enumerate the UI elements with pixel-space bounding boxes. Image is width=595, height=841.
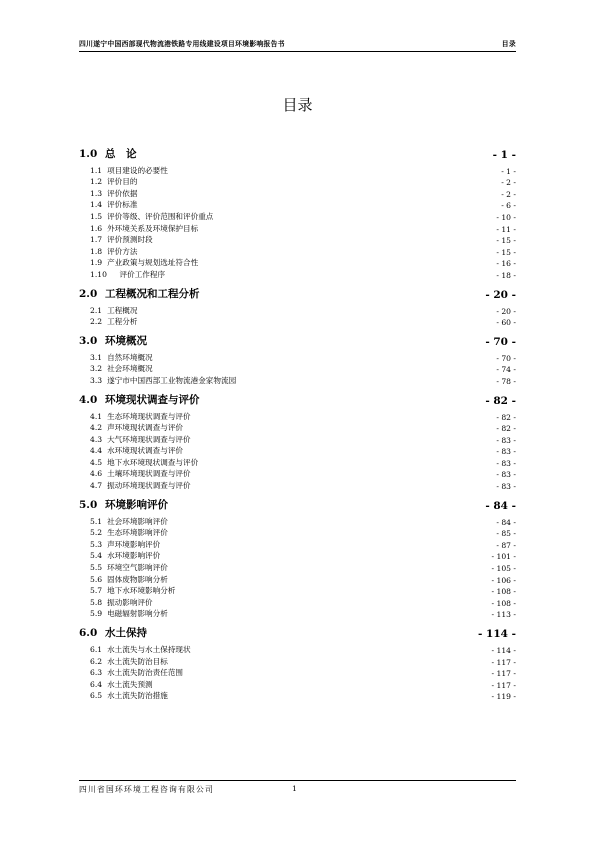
toc-section-page: - 82 -: [485, 394, 516, 407]
toc-subsection-number: 1.2: [90, 177, 103, 187]
toc-subsection-number: 6.5: [90, 691, 103, 701]
header-section-name: 目录: [501, 40, 516, 48]
toc-subsection-number: 1.7: [90, 235, 103, 245]
toc-subsection-page: - 1 -: [501, 166, 516, 176]
toc-subsection-label: 社会环境影响评价: [107, 516, 168, 526]
toc-subsection-entry[interactable]: [79, 468, 516, 480]
toc-subsection-label: 生态环境影响评价: [107, 528, 168, 538]
toc-subsection-entry[interactable]: [79, 573, 516, 585]
toc-subsection-label: 生态环境现状调查与评价: [107, 411, 191, 421]
toc-subsection-entry[interactable]: [79, 538, 516, 550]
toc-subsection-number: 1.10: [90, 269, 107, 279]
toc-subsection-entry[interactable]: [79, 585, 516, 597]
toc-section-number: 5.0: [79, 499, 98, 512]
toc-section-label: 总 论: [105, 148, 137, 160]
toc-subsection-page: - 117 -: [491, 669, 516, 679]
toc-subsection-page: - 85 -: [496, 529, 516, 539]
toc-subsection-page: - 15 -: [496, 236, 516, 246]
running-header: [79, 38, 516, 52]
toc-subsection-page: - 60 -: [496, 318, 516, 328]
toc-subsection-page: - 78 -: [496, 376, 516, 386]
toc-subsection-entry[interactable]: [79, 643, 516, 655]
toc-subsection-entry[interactable]: [79, 667, 516, 679]
toc-subsection-label: 项目建设的必要性: [107, 165, 168, 175]
toc-section-page: - 84 -: [485, 500, 516, 513]
toc-subsection-number: 5.7: [90, 586, 103, 596]
toc-subsection-label: 水土流失预测: [107, 679, 153, 689]
toc-subsection-page: - 119 -: [491, 692, 516, 702]
toc-subsection-number: 5.9: [90, 609, 103, 619]
table-of-contents: [79, 140, 516, 701]
toc-subsection-label: 声环境现状调查与评价: [107, 423, 184, 433]
toc-subsection-entry[interactable]: [79, 608, 516, 620]
toc-subsection-entry[interactable]: [79, 655, 516, 667]
toc-subsection-entry[interactable]: [79, 234, 516, 246]
toc-subsection-number: 5.4: [90, 551, 103, 561]
toc-section-number: 2.0: [79, 287, 98, 300]
header-document-title: 四川遂宁中国西部现代物流港铁路专用线建设项目环境影响报告书: [79, 40, 285, 48]
toc-subsection-label: 土壤环境现状调查与评价: [107, 469, 191, 479]
toc-subsection-entry[interactable]: [79, 561, 516, 573]
toc-subsection-page: - 83 -: [496, 470, 516, 480]
toc-subsection-page: - 117 -: [491, 657, 516, 667]
toc-section-number: 3.0: [79, 335, 98, 348]
toc-section-number: 4.0: [79, 393, 98, 406]
toc-subsection-page: - 114 -: [491, 646, 516, 655]
toc-subsection-entry[interactable]: [79, 550, 516, 562]
toc-subsection-page: - 70 -: [496, 353, 516, 363]
toc-subsection-entry[interactable]: [79, 199, 516, 211]
toc-subsection-number: 4.7: [90, 481, 103, 491]
toc-subsection-label: 振动环境现状调查与评价: [107, 481, 191, 491]
toc-section-entry[interactable]: [79, 146, 516, 161]
toc-subsection-page: - 108 -: [491, 587, 516, 597]
toc-section-label: 环境概况: [105, 335, 147, 348]
toc-subsection-number: 1.6: [90, 223, 103, 233]
toc-subsection-number: 6.3: [90, 668, 103, 678]
toc-subsection-page: - 83 -: [496, 435, 516, 445]
running-footer: [79, 780, 516, 795]
toc-subsection-page: - 11 -: [496, 224, 516, 234]
toc-subsection-label: 评价依据: [107, 188, 138, 198]
toc-subsection-entry[interactable]: [79, 187, 516, 199]
toc-subsection-label: 环境空气影响评价: [107, 563, 168, 573]
toc-subsection-entry[interactable]: [79, 456, 516, 468]
toc-subsection-label: 水土流失防治目标: [107, 656, 168, 666]
toc-subsection-number: 6.2: [90, 656, 103, 666]
toc-subsection-label: 水土流失防治措施: [107, 691, 168, 701]
toc-subsection-label: 评价工作程序: [111, 269, 166, 279]
toc-section-label: 环境影响评价: [105, 499, 168, 512]
page-title: 目录: [282, 96, 313, 114]
toc-subsection-label: 声环境影响评价: [107, 539, 161, 549]
toc-subsection-number: 5.2: [90, 528, 103, 538]
toc-subsection-entry[interactable]: [79, 527, 516, 539]
toc-subsection-number: 4.4: [90, 446, 103, 456]
toc-section-label: 水土保持: [105, 627, 147, 640]
toc-subsection-entry[interactable]: [79, 690, 516, 702]
toc-subsection-label: 评价目的: [107, 177, 138, 187]
toc-subsection-number: 1.1: [90, 165, 103, 175]
toc-subsection-label: 振动影响评价: [107, 597, 153, 607]
toc-section-number: 1.0: [79, 148, 98, 160]
toc-subsection-number: 6.1: [90, 645, 103, 654]
toc-subsection-number: 4.5: [90, 457, 103, 467]
toc-subsection-page: - 82 -: [496, 412, 516, 422]
toc-subsection-label: 大气环境现状调查与评价: [107, 434, 191, 444]
toc-section-entry[interactable]: [79, 625, 516, 640]
toc-subsection-label: 自然环境概况: [107, 352, 153, 362]
toc-subsection-entry[interactable]: [79, 596, 516, 608]
toc-section-entry[interactable]: [79, 497, 516, 512]
toc-subsection-number: 4.6: [90, 469, 103, 479]
toc-subsection-entry[interactable]: [79, 479, 516, 491]
toc-subsection-page: - 113 -: [491, 610, 516, 620]
toc-subsection-page: - 20 -: [496, 306, 516, 316]
toc-subsection-entry[interactable]: [79, 678, 516, 690]
toc-subsection-number: 4.2: [90, 423, 103, 433]
toc-section-label: 环境现状调查与评价: [105, 393, 200, 406]
toc-subsection-page: - 106 -: [491, 575, 516, 585]
toc-subsection-page: - 18 -: [496, 270, 516, 280]
toc-section-entry[interactable]: [79, 392, 516, 407]
toc-subsection-page: - 87 -: [496, 540, 516, 550]
toc-subsection-entry[interactable]: [79, 257, 516, 269]
toc-subsection-label: 地下水环境现状调查与评价: [107, 457, 199, 467]
toc-section-number: 6.0: [79, 627, 98, 640]
toc-subsection-page: - 2 -: [501, 178, 516, 188]
toc-subsection-entry[interactable]: [79, 164, 516, 176]
toc-subsection-label: 电磁辐射影响分析: [107, 609, 168, 619]
toc-subsection-entry[interactable]: [79, 245, 516, 257]
toc-subsection-label: 地下水环境影响分析: [107, 586, 176, 596]
toc-subsection-label: 水土流失防治责任范围: [107, 668, 184, 678]
toc-subsection-label: 水环境影响评价: [107, 551, 161, 561]
toc-subsection-entry[interactable]: [79, 176, 516, 188]
toc-subsection-entry[interactable]: [79, 316, 516, 328]
toc-subsection-entry[interactable]: [79, 374, 516, 386]
toc-subsection-entry[interactable]: [79, 422, 516, 434]
toc-subsection-page: - 2 -: [501, 189, 516, 199]
toc-subsection-entry[interactable]: [79, 351, 516, 363]
footer-page-number: 1: [292, 784, 297, 793]
toc-subsection-label: 外环境关系及环境保护目标: [107, 223, 199, 233]
toc-subsection-entry[interactable]: [79, 210, 516, 222]
toc-subsection-page: - 15 -: [496, 247, 516, 257]
toc-subsection-page: - 84 -: [496, 517, 516, 527]
toc-subsection-label: 固体废物影响分析: [107, 574, 168, 584]
toc-subsection-number: 6.4: [90, 679, 103, 689]
toc-subsection-entry[interactable]: [79, 445, 516, 457]
toc-subsection-entry[interactable]: [79, 222, 516, 234]
toc-section-page: - 114 -: [478, 628, 516, 641]
toc-subsection-label: 评价方法: [107, 246, 138, 256]
toc-subsection-number: 3.1: [90, 352, 103, 362]
toc-subsection-entry[interactable]: [79, 268, 516, 280]
toc-subsection-label: 工程分析: [107, 317, 138, 327]
toc-subsection-entry[interactable]: [79, 410, 516, 422]
toc-subsection-page: - 83 -: [496, 447, 516, 457]
toc-subsection-number: 1.8: [90, 246, 103, 256]
toc-subsection-number: 5.1: [90, 516, 103, 526]
toc-subsection-page: - 10 -: [496, 212, 516, 222]
toc-section-page: - 1 -: [492, 149, 516, 161]
toc-subsection-page: - 101 -: [491, 552, 516, 562]
toc-section-entry[interactable]: [79, 286, 516, 301]
toc-subsection-label: 工程概况: [107, 305, 138, 315]
toc-subsection-number: 5.3: [90, 539, 103, 549]
toc-subsection-number: 5.8: [90, 597, 103, 607]
toc-subsection-number: 1.3: [90, 188, 103, 198]
toc-subsection-entry[interactable]: [79, 433, 516, 445]
toc-subsection-number: 5.6: [90, 574, 103, 584]
toc-subsection-label: 水土流失与水土保持现状: [107, 645, 191, 654]
toc-section-page: - 70 -: [485, 336, 516, 349]
toc-section-entry[interactable]: [79, 333, 516, 348]
toc-subsection-page: - 16 -: [496, 259, 516, 269]
toc-section-label: 工程概况和工程分析: [105, 287, 200, 300]
toc-subsection-number: 2.2: [90, 317, 103, 327]
toc-subsection-number: 3.2: [90, 364, 103, 374]
toc-subsection-page: - 83 -: [496, 458, 516, 468]
toc-subsection-number: 4.1: [90, 411, 103, 421]
toc-subsection-number: 1.9: [90, 258, 103, 268]
toc-subsection-page: - 117 -: [491, 680, 516, 690]
toc-subsection-page: - 105 -: [491, 564, 516, 574]
toc-subsection-page: - 74 -: [496, 365, 516, 375]
toc-subsection-label: 社会环境概况: [107, 364, 153, 374]
toc-subsection-label: 产业政策与规划选址符合性: [107, 258, 199, 268]
toc-subsection-entry[interactable]: [79, 515, 516, 527]
toc-subsection-page: - 82 -: [496, 424, 516, 434]
toc-subsection-label: 评价预测时段: [107, 235, 153, 245]
toc-subsection-page: - 108 -: [491, 598, 516, 608]
toc-subsection-number: 1.5: [90, 211, 103, 221]
toc-subsection-number: 5.5: [90, 563, 103, 573]
toc-subsection-page: - 83 -: [496, 482, 516, 492]
toc-subsection-label: 评价标准: [107, 200, 138, 210]
toc-subsection-number: 4.3: [90, 434, 103, 444]
toc-section-page: - 20 -: [485, 288, 516, 301]
toc-subsection-number: 2.1: [90, 305, 103, 315]
toc-subsection-label: 水环境现状调查与评价: [107, 446, 184, 456]
toc-subsection-entry[interactable]: [79, 304, 516, 316]
toc-subsection-number: 1.4: [90, 200, 103, 210]
toc-subsection-page: - 6 -: [501, 201, 516, 211]
footer-company: 四川省国环环境工程咨询有限公司: [79, 785, 214, 794]
toc-subsection-entry[interactable]: [79, 363, 516, 375]
toc-subsection-label: 遂宁市中国西部工业物流港金家物流园: [107, 375, 237, 385]
toc-subsection-number: 3.3: [90, 375, 103, 385]
toc-subsection-label: 评价等级、评价范围和评价重点: [107, 211, 214, 221]
